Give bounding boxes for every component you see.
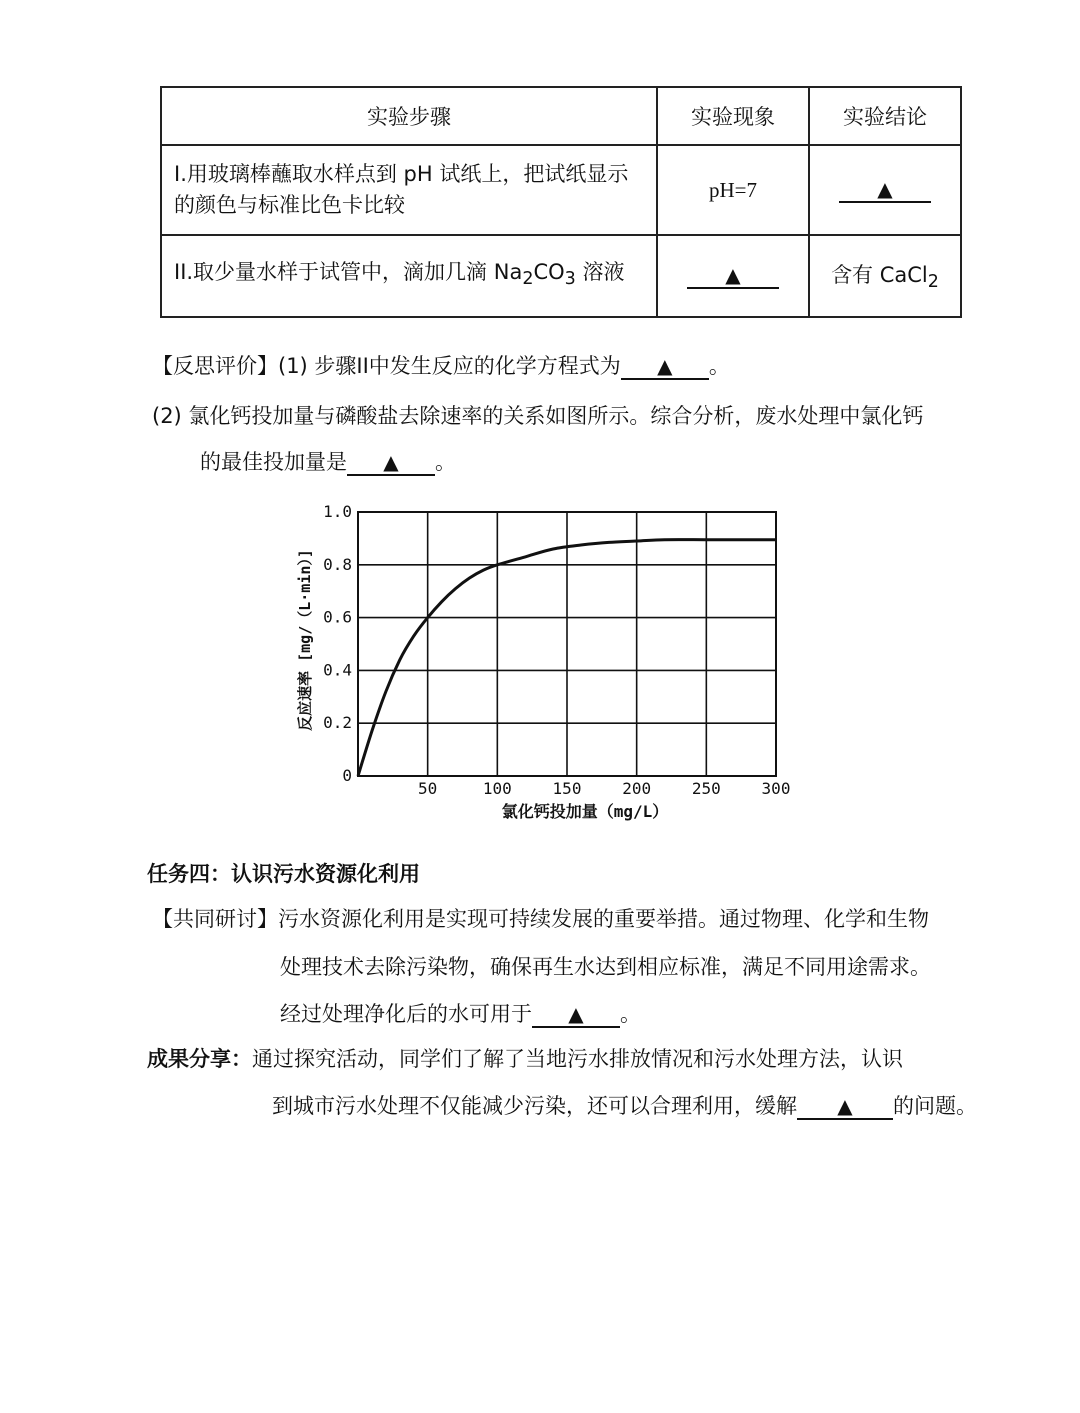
share-line2 [272, 1090, 977, 1120]
task4-blank[interactable] [532, 1002, 620, 1028]
x-axis-label: 氯化钙投加量（mg/L） [501, 802, 669, 821]
header-conclusion: 实验结论 [809, 87, 961, 145]
row1-phenomenon: pH=7 [657, 145, 809, 235]
triangle-marker: ▲ [837, 1094, 853, 1118]
reflection-q2-text: 的最佳投加量是 [200, 450, 347, 474]
triangle-marker: ▲ [383, 450, 399, 474]
share-text1: 通过探究活动，同学们了解了当地污水排放情况和污水处理方法，认识 [252, 1047, 903, 1071]
reflection-label: 【反思评价】 [152, 354, 278, 378]
reflection-q2-line1: (2) 氯化钙投加量与磷酸盐去除速率的关系如图所示。综合分析，废水处理中氯化钙 [152, 404, 924, 428]
rate-chart [280, 495, 820, 835]
task4-text1: 污水资源化利用是实现可持续发展的重要举措。通过物理、化学和生物 [278, 907, 929, 931]
task4-label: 【共同研讨】 [152, 907, 278, 931]
y-tick-label: 0.6 [323, 607, 352, 627]
x-tick-label: 50 [418, 779, 438, 798]
triangle-marker: ▲ [877, 177, 893, 201]
share-text2: 到城市污水处理不仅能减少污染，还可以合理利用，缓解 [272, 1094, 797, 1118]
row2-conclusion-sub: 2 [927, 272, 939, 293]
reflection-q2-end: 。 [435, 450, 456, 474]
share-end: 的问题。 [893, 1094, 977, 1118]
row2-conclusion [809, 235, 961, 317]
row2-step-sub1: 2 [522, 269, 534, 290]
triangle-marker: ▲ [568, 1002, 584, 1026]
row1-step-line2: 的颜色与标准比色卡比较 [174, 193, 405, 217]
row1-conclusion [809, 145, 961, 235]
triangle-marker: ▲ [657, 354, 673, 378]
reflection-q1 [152, 350, 730, 380]
row2-step-sub2: 3 [564, 269, 576, 290]
task4-line1 [152, 903, 929, 933]
task4-title: 任务四：认识污水资源化利用 [147, 862, 420, 886]
header-phenomenon: 实验现象 [657, 87, 809, 145]
x-tick-label: 250 [691, 779, 721, 798]
task4-line2: 处理技术去除污染物，确保再生水达到相应标准，满足不同用途需求。 [280, 955, 931, 979]
reflection-q2-blank[interactable] [347, 450, 435, 476]
row2-step-prefix: II.取少量水样于试管中，滴加几滴 Na [174, 259, 523, 284]
share-blank[interactable] [797, 1094, 893, 1120]
y-tick-label: 0.8 [323, 554, 352, 574]
y-axis-label: 反应速率 [mg/（L·min）] [296, 549, 314, 731]
row1-step [161, 145, 657, 235]
y-tick-label: 0 [342, 766, 352, 785]
row2-step [161, 235, 657, 317]
row2-phenomenon-blank[interactable] [687, 263, 779, 289]
row1-conclusion-blank[interactable] [839, 177, 931, 203]
reflection-q1-text: (1) 步骤II中发生反应的化学方程式为 [278, 354, 621, 378]
task4-end: 。 [620, 1002, 641, 1026]
y-tick-label: 0.2 [323, 713, 352, 733]
reflection-q1-blank[interactable] [621, 354, 709, 380]
x-tick-label: 150 [552, 779, 582, 798]
share-label: 成果分享： [147, 1047, 252, 1071]
x-tick-label: 200 [622, 779, 652, 798]
share-line1 [147, 1043, 903, 1073]
row1-step-line1: I.用玻璃棒蘸取水样点到 pH 试纸上，把试纸显示 [174, 162, 629, 186]
task4-line3 [280, 998, 641, 1028]
task4-text3: 经过处理净化后的水可用于 [280, 1002, 532, 1026]
y-tick-label: 0.4 [323, 660, 352, 680]
y-tick-label: 1.0 [323, 502, 352, 521]
row2-step-suffix: 溶液 [575, 259, 625, 284]
reflection-q1-end: 。 [708, 354, 730, 378]
row2-step-mid: CO [533, 259, 565, 284]
reflection-q2-line2 [200, 446, 456, 476]
x-tick-label: 300 [761, 779, 791, 798]
header-step: 实验步骤 [161, 87, 657, 145]
x-tick-label: 100 [482, 779, 512, 798]
experiment-table [160, 86, 962, 318]
row2-phenomenon [657, 235, 809, 317]
row2-conclusion-prefix: 含有 CaCl [831, 263, 928, 288]
triangle-marker: ▲ [725, 263, 741, 287]
